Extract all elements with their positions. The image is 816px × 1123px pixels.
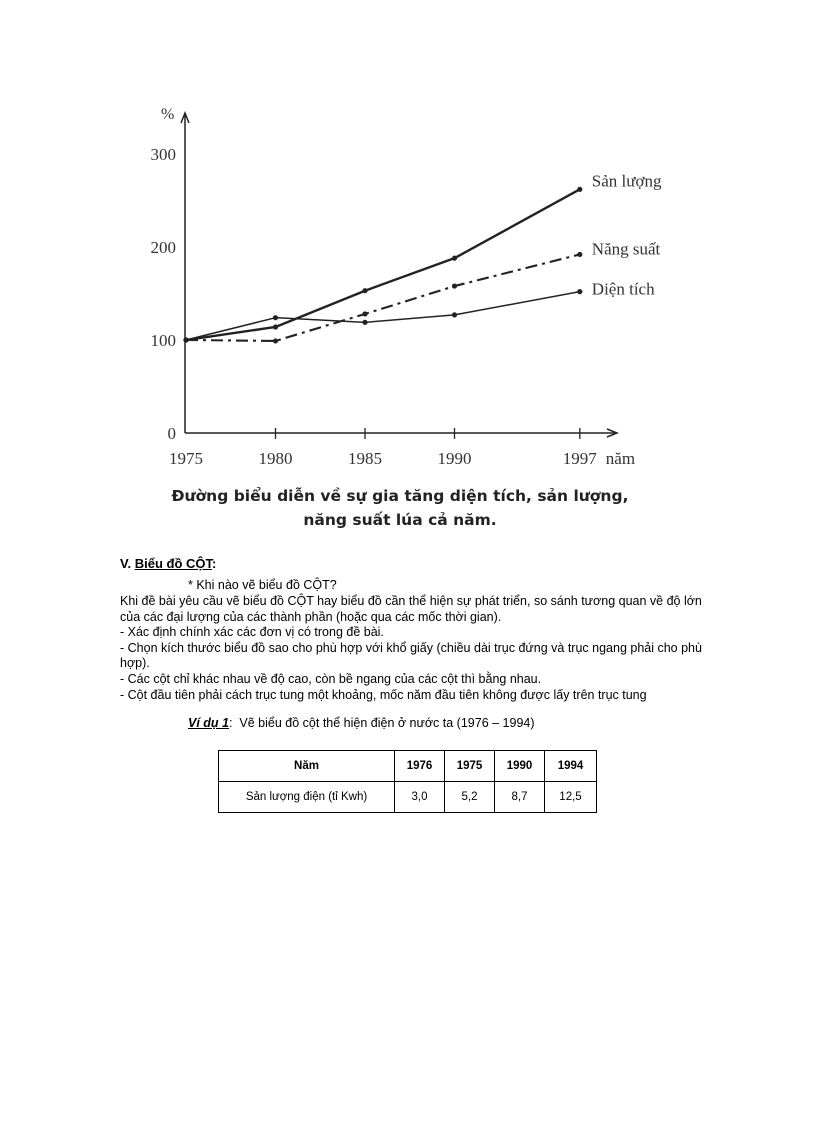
paragraph-line: - Chọn kích thước biểu đồ sao cho phù hợp với khổ giấy (chiều dài trục đứng và trục ngang phải cho phù hợp). bbox=[120, 640, 702, 671]
section-title: Biểu đồ CỘT bbox=[134, 556, 212, 571]
data-point bbox=[452, 312, 457, 317]
paragraph-line: - Xác định chính xác các đơn vị có trong đề bài. bbox=[120, 625, 384, 640]
example-colon: : bbox=[228, 716, 233, 730]
y-tick-label: 300 bbox=[150, 145, 176, 164]
paragraph-line: - Cột đầu tiên phải cách trục tung một khoảng, mốc năm đầu tiên không được lấy trên trục tung bbox=[120, 687, 647, 702]
table-cell: Sản lượng điện (tỉ Kwh) bbox=[219, 782, 395, 813]
data-point bbox=[577, 252, 582, 257]
series-line bbox=[186, 254, 580, 340]
table-cell: 12,5 bbox=[545, 782, 597, 813]
line-chart bbox=[130, 95, 690, 475]
chart-axes bbox=[181, 113, 617, 437]
chart-caption-line-1: Đường biểu diễn về sự gia tăng diện tích, sản lượng, bbox=[171, 487, 629, 505]
table-header-cell: 1990 bbox=[495, 751, 545, 782]
section-number: V. bbox=[120, 556, 132, 571]
paragraph-line: Khi đề bài yêu cầu vẽ biểu đồ CỘT hay biểu đồ cần thể hiện sự phát triển, so sánh tương quan về độ lớn của các đại lượng của các thành phần (hoặc qua các mốc thời gian). bbox=[120, 594, 702, 624]
data-point bbox=[362, 288, 367, 293]
x-tick-label: 1997 bbox=[562, 449, 597, 468]
table-cell: 5,2 bbox=[445, 782, 495, 813]
series-line bbox=[186, 189, 580, 340]
y-axis-label: % bbox=[161, 106, 175, 123]
section-colon: : bbox=[212, 556, 217, 571]
chart-ticks bbox=[151, 145, 598, 468]
table-header-cell: 1975 bbox=[445, 751, 495, 782]
x-axis-unit-label: năm bbox=[605, 449, 636, 468]
chart-caption-line-2: năng suất lúa cả năm. bbox=[303, 511, 497, 529]
example-label: Ví dụ 1 bbox=[188, 716, 229, 730]
x-tick-label: 1975 bbox=[169, 449, 203, 468]
y-tick-label: 0 bbox=[167, 424, 176, 443]
x-tick-label: 1990 bbox=[437, 449, 472, 468]
data-point bbox=[273, 315, 278, 320]
paragraph-line: - Các cột chỉ khác nhau về độ cao, còn bề ngang của các cột thì bằng nhau. bbox=[120, 671, 542, 686]
y-tick-label: 200 bbox=[150, 238, 176, 257]
example-text: Vẽ biểu đồ cột thể hiện điện ở nước ta (1976 – 1994) bbox=[239, 716, 535, 730]
table-header-row bbox=[219, 751, 597, 782]
data-point bbox=[362, 311, 367, 316]
data-point bbox=[577, 289, 582, 294]
data-point bbox=[273, 324, 278, 329]
chart-series bbox=[183, 187, 582, 344]
data-point bbox=[577, 187, 582, 192]
table-cell: 3,0 bbox=[395, 782, 445, 813]
data-point bbox=[273, 338, 278, 343]
data-point bbox=[362, 320, 367, 325]
data-table bbox=[218, 750, 597, 813]
legend-label: Diện tích bbox=[591, 279, 655, 299]
table-row bbox=[219, 782, 597, 813]
chart-labels bbox=[161, 106, 662, 468]
x-tick-label: 1985 bbox=[348, 449, 382, 468]
y-tick-label: 100 bbox=[150, 331, 176, 350]
data-point bbox=[452, 256, 457, 261]
legend-label: Năng suất bbox=[591, 239, 661, 259]
table-header-cell: 1976 bbox=[395, 751, 445, 782]
series-line bbox=[186, 292, 580, 340]
table-header-cell: 1994 bbox=[545, 751, 597, 782]
table-header-cell: Năm bbox=[219, 751, 395, 782]
example-line bbox=[188, 716, 535, 730]
data-point bbox=[452, 283, 457, 288]
data-point bbox=[183, 337, 188, 342]
x-tick-label: 1980 bbox=[258, 449, 293, 468]
legend-label: Sản lượng bbox=[591, 171, 662, 191]
section-heading bbox=[120, 556, 216, 571]
section-paragraph bbox=[120, 594, 710, 703]
table-cell: 8,7 bbox=[495, 782, 545, 813]
section-question: * Khi nào vẽ biểu đồ CỘT? bbox=[188, 578, 337, 592]
